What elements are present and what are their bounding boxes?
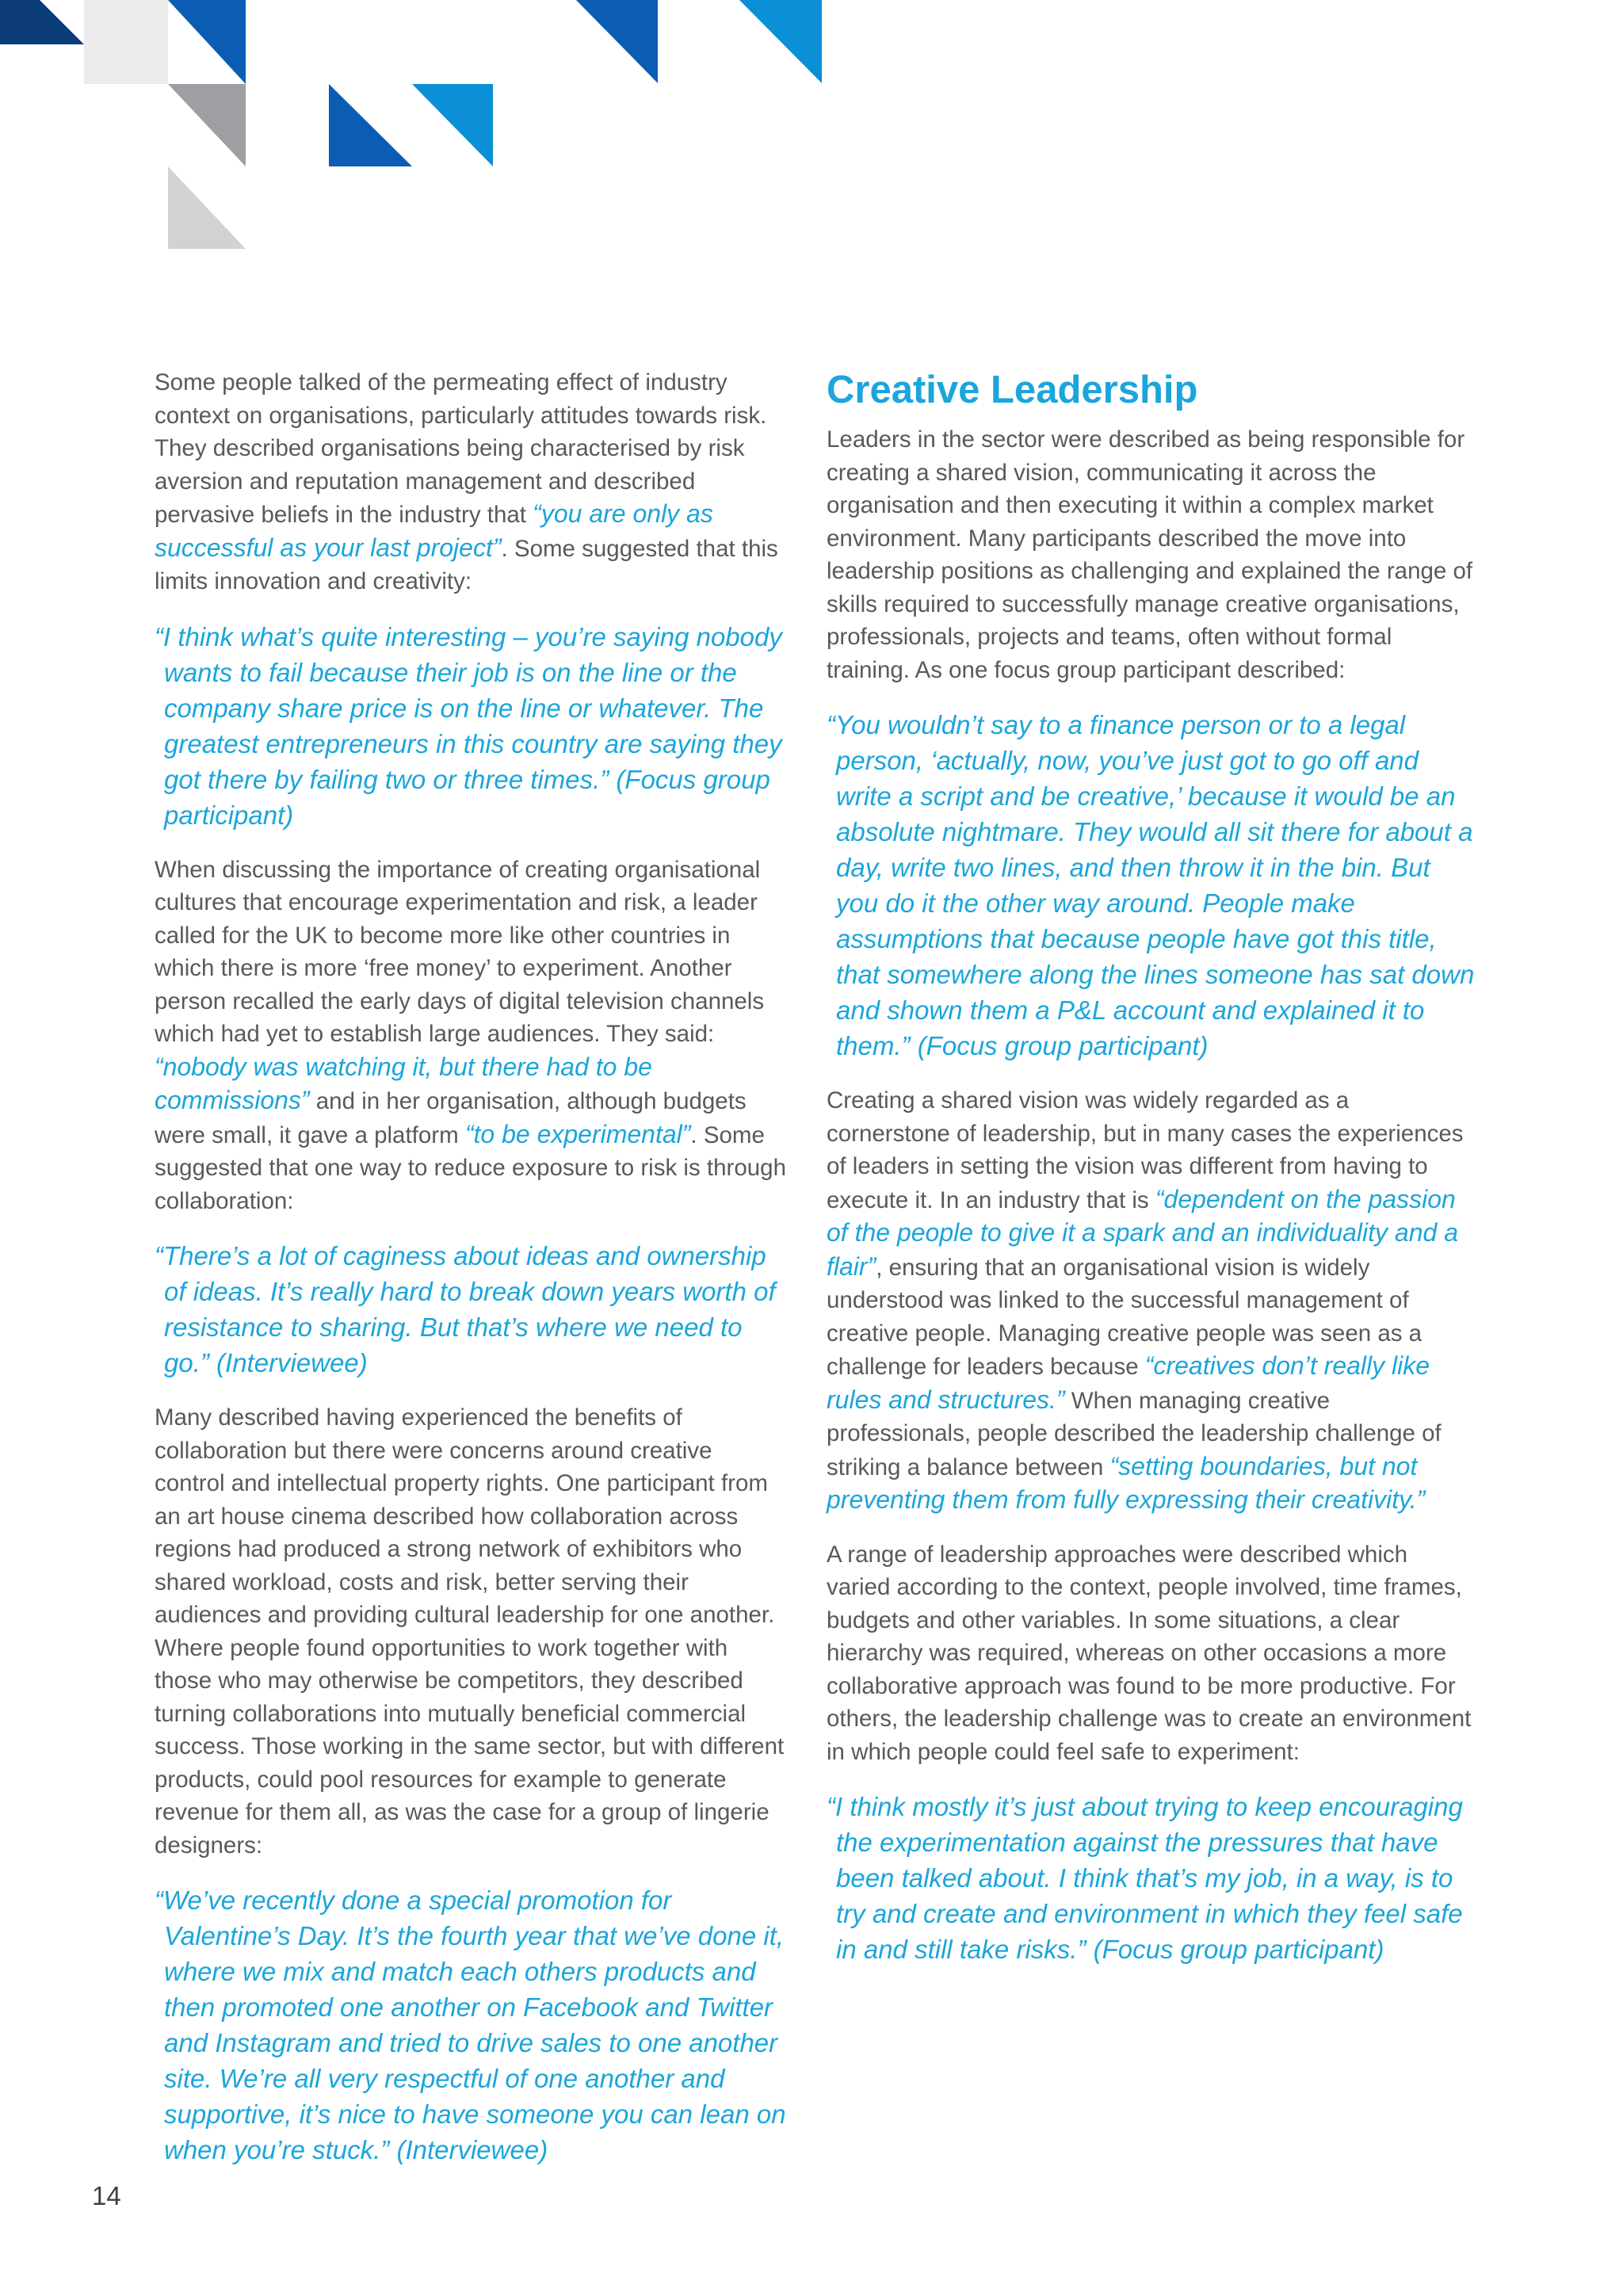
paragraph-text: Some people talked of the permeating effect of industry context on organisations, particularly attitudes towards risk. They described organisations being characterised by risk aversion and reputation management and described pervasive beliefs in the industry that [155, 369, 767, 528]
inline-quote: “setting boundaries, but not preventing them from fully expressing their creativity.” [827, 1451, 1426, 1514]
decorative-triangles [0, 0, 832, 254]
paragraph-text: When discussing the importance of creating organisational cultures that encourage experimentation and risk, a leader called for the UK to become more like other countries in which there is more ‘free money’ to experiment. Another person recalled the early days of digital television channels which had yet to establish large audiences. They said: [155, 856, 765, 1047]
triangle-light-grey [168, 166, 246, 249]
section-heading: Creative Leadership [827, 369, 1198, 411]
paragraph-text: , ensuring that an organisational vision is widely understood was linked to the successful management of creative people. Managing creative people was seen as a challenge for leaders because [827, 1254, 1423, 1380]
paragraph: Many described having experienced the benefits of collaboration but there were concerns around creative control and intellectual property rights. One participant from an art house cinema described how collaboration across regions had produced a strong network of exhibitors who shared workload, costs and risk, better serving their audiences and providing cultural leadership for one another. Where people found opportunities to work together with those who may otherwise be competitors, they described turning collaborations into mutually beneficial commercial success. Those working in the same sector, but with different products, could pool resources for example to generate revenue for them all, as was the case for a group of lingerie designers: [155, 1404, 785, 1859]
inline-quote: “creatives don’t really like rules and structures.” [827, 1351, 1430, 1414]
paragraph [155, 854, 789, 1218]
inline-quote: “to be experimental” [464, 1119, 691, 1148]
inline-quote: “dependent on the passion of the people to give it a spark and an individuality and a flair” [827, 1184, 1458, 1281]
paragraph-text: . Some suggested that this limits innovation and creativity: [155, 535, 778, 594]
right-column [827, 366, 1476, 1988]
inline-quote: “nobody was watching it, but there had to be commissions” [155, 1052, 652, 1114]
pull-quote: “You wouldn’t say to a finance person or to a legal person, ‘actually, now, you’ve just got to go off and write a script and be creative,’ because it would be an absolute nightmare. They would all sit there for about a day, write two lines, and then throw it in the bin. But you do it the other way around. People make assumptions that because people have got this title, that somewhere along the lines someone has sat down and shown them a P&L account and explained it to them.” (Focus group participant) [827, 710, 1475, 1060]
page-number: 14 [92, 2181, 121, 2210]
pull-quote: “There’s a lot of caginess about ideas and ownership of ideas. It’s really hard to break down years worth of resistance to sharing. But that’s where we need to go.” (Interviewee) [155, 1241, 776, 1377]
pull-quote: “I think mostly it’s just about trying to keep encouraging the experimentation against the pressures that have been talked about. I think that’s my job, in a way, is to try and create and environment in which they feel safe in and still take risks.” (Focus group participant) [827, 1792, 1463, 1964]
paragraph [827, 1084, 1476, 1518]
paragraph-text: . Some suggested that one way to reduce exposure to risk is through collaboration: [155, 1121, 786, 1214]
paragraph [155, 366, 789, 598]
pull-quote: “I think what’s quite interesting – you’re saying nobody wants to fail because their job is on the line or the company share price is on the line or whatever. The greatest entrepreneurs in this country are saying they got there by failing two or three times.” (Focus group participant) [155, 621, 782, 830]
paragraph-text: Creating a shared vision was widely regarded as a cornerstone of leadership, but in many cases the experiences of leaders in setting the vision was different from having to execute it. In an industry that is [827, 1087, 1464, 1213]
triangle-blue-2 [329, 84, 412, 166]
paragraph-text: and in her organisation, although budgets were small, it gave a platform [155, 1088, 747, 1148]
pull-quote: “We’ve recently done a special promotion for Valentine’s Day. It’s the fourth year that we’ve done it, where we mix and match each others products and then promoted one another on Facebook and Twitter and Instagram and tried to drive sales to one another site. We’re all very respectful of one another and supportive, it’s nice to have someone you can lean on when you’re stuck.” (Interviewee) [155, 1885, 786, 2164]
paragraph: Leaders in the sector were described as being responsible for creating a shared vision, communicating it across the organisation and then executing it within a complex market environment. Many participants described the move into leadership positions as challenging and explained the range of skills required to successfully manage creative organisations, professionals, projects and teams, often without formal training. As one focus group participant described: [827, 426, 1473, 683]
triangle-sky-2 [739, 0, 822, 83]
triangle-navy [0, 0, 84, 44]
triangle-grey-mid [168, 84, 246, 166]
inline-quote: “you are only as successful as your last project” [155, 499, 713, 562]
paragraph-text: When managing creative professionals, people described the leadership challenge of striking a balance between [827, 1387, 1442, 1480]
triangle-sky-1 [412, 84, 493, 166]
left-column [155, 366, 789, 2188]
triangle-blue-3 [576, 0, 658, 83]
triangle-blue-1 [168, 0, 246, 84]
paragraph: A range of leadership approaches were described which varied according to the context, people involved, time frames, budgets and other variables. In some situations, a clear hierarchy was required, whereas on other occasions a more collaborative approach was found to be more productive. For others, the leadership challenge was to create an environment in which people could feel safe to experiment: [827, 1541, 1472, 1765]
